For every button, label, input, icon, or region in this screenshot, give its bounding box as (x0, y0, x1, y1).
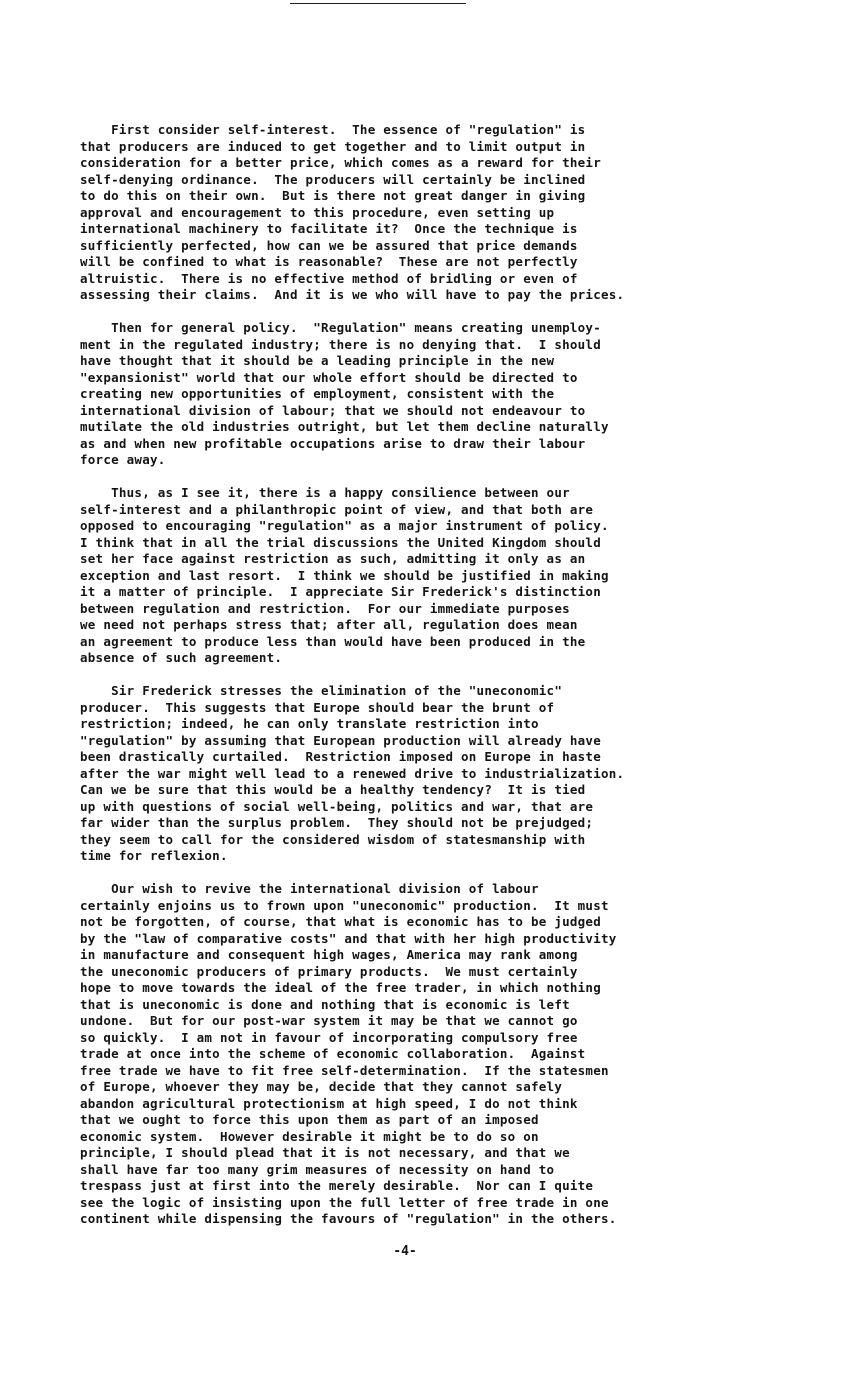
paragraph-general-policy (80, 320, 780, 469)
text-line: set her face against restriction as such, admitting it only as an (80, 551, 586, 566)
text-line: trespass just at first into the merely desirable. Nor can I quite (80, 1178, 594, 1193)
text-line: up with questions of social well-being, politics and war, that are (80, 798, 594, 814)
text-line: of Europe, whoever they may be, decide that they cannot safely (80, 1079, 563, 1094)
text-line: hope to move towards the ideal of the free trader, in which nothing (80, 980, 601, 995)
text-line: Can we be sure that this would be a healthy tendency? It is tied (80, 782, 586, 797)
text-line: economic system. However desirable it might be to do so on (80, 1128, 539, 1144)
text-line: far wider than the surplus problem. They should not be prejudged; (80, 815, 594, 830)
text-line: I think that in all the trial discussions the United Kingdom should (80, 534, 601, 550)
text-line: principle, I should plead that it is not necessary, and that we (80, 1145, 570, 1160)
text-line: "expansionist" world that our whole effort should be directed to (80, 369, 578, 385)
text-line: will be confined to what is reasonable? These are not perfectly (80, 254, 578, 269)
text-line: as and when new profitable occupations arise to draw their labour (80, 435, 586, 451)
text-line: assessing their claims. And it is we who will have to pay the prices. (80, 287, 625, 302)
text-line: time for reflexion. (80, 848, 228, 863)
text-line: they seem to call for the considered wisdom of statesmanship with (80, 831, 586, 847)
text-line: altruistic. There is no effective method of bridling or even of (80, 270, 578, 286)
text-line: have thought that it should be a leading principle in the new (80, 353, 555, 368)
text-line: mutilate the old industries outright, but let them decline naturally (80, 419, 609, 434)
text-line: shall have far too many grim measures of necessity on hand to (80, 1161, 555, 1177)
text-line: see the logic of insisting upon the full letter of free trade in one (80, 1194, 609, 1210)
text-line: producer. This suggests that Europe should bear the brunt of (80, 699, 555, 715)
text-line: we need not perhaps stress that; after all, regulation does mean (80, 617, 578, 632)
text-line: Then for general policy. "Regulation" means creating unemploy- (80, 320, 601, 335)
text-line: force away. (80, 452, 166, 467)
text-line: the uneconomic producers of primary products. We must certainly (80, 963, 578, 979)
paragraph-uneconomic-producer (80, 683, 780, 865)
text-line: so quickly. I am not in favour of incorporating compulsory free (80, 1029, 578, 1045)
text-line: exception and last resort. I think we should be justified in making (80, 567, 609, 583)
text-line: not be forgotten, of course, that what is economic has to be judged (80, 914, 601, 929)
text-line: consideration for a better price, which comes as a reward for their (80, 155, 601, 170)
text-line: self-denying ordinance. The producers will certainly be inclined (80, 171, 586, 187)
text-line: abandon agricultural protectionism at high speed, I do not think (80, 1095, 578, 1111)
text-line: absence of such agreement. (80, 650, 283, 665)
paragraph-self-interest (80, 122, 780, 304)
page-number: -4- (393, 1244, 417, 1259)
text-line: to do this on their own. But is there not great danger in giving (80, 188, 586, 203)
text-line: been drastically curtailed. Restriction imposed on Europe in haste (80, 749, 601, 764)
text-line: that producers are induced to get together and to limit output in (80, 138, 586, 154)
text-line: certainly enjoins us to frown upon "uneconomic" production. It must (80, 897, 609, 913)
text-line: continent while dispensing the favours of "regulation" in the others. (80, 1211, 617, 1226)
text-line: that is uneconomic is done and nothing that is economic is left (80, 996, 570, 1012)
text-line: First consider self-interest. The essence of "regulation" is (80, 122, 586, 137)
text-line: in manufacture and consequent high wages, America may rank among (80, 947, 578, 962)
text-line: an agreement to produce less than would have been produced in the (80, 633, 586, 649)
body-text (80, 122, 780, 1244)
text-line: free trade we have to fit free self-determination. If the statesmen (80, 1062, 609, 1078)
text-line: Sir Frederick stresses the elimination of the "uneconomic" (80, 683, 563, 698)
text-line: ment in the regulated industry; there is no denying that. I should (80, 336, 601, 352)
text-line: opposed to encouraging "regulation" as a major instrument of policy. (80, 518, 609, 533)
text-line: between regulation and restriction. For our immediate purposes (80, 600, 570, 616)
top-rule (290, 3, 466, 4)
text-line: undone. But for our post-war system it may be that we cannot go (80, 1013, 578, 1028)
text-line: sufficiently perfected, how can we be assured that price demands (80, 237, 578, 253)
text-line: it a matter of principle. I appreciate Sir Frederick's distinction (80, 584, 601, 599)
text-line: international machinery to facilitate it? Once the technique is (80, 221, 578, 236)
text-line: that we ought to force this upon them as part of an imposed (80, 1112, 539, 1127)
text-line: Thus, as I see it, there is a happy consilience between our (80, 485, 570, 500)
paragraph-consilience (80, 485, 780, 667)
text-line: approval and encouragement to this procedure, even setting up (80, 204, 555, 220)
text-line: trade at once into the scheme of economic collaboration. Against (80, 1046, 586, 1061)
paragraph-division-of-labour (80, 881, 780, 1228)
text-line: restriction; indeed, he can only translate restriction into (80, 716, 539, 731)
text-line: Our wish to revive the international division of labour (80, 881, 539, 896)
text-line: creating new opportunities of employment, consistent with the (80, 386, 555, 401)
text-line: self-interest and a philanthropic point of view, and that both are (80, 501, 594, 517)
text-line: by the "law of comparative costs" and that with her high productivity (80, 930, 617, 946)
text-line: "regulation" by assuming that European production will already have (80, 732, 601, 748)
text-line: international division of labour; that we should not endeavour to (80, 402, 586, 418)
text-line: after the war might well lead to a renewed drive to industrialization. (80, 765, 625, 781)
